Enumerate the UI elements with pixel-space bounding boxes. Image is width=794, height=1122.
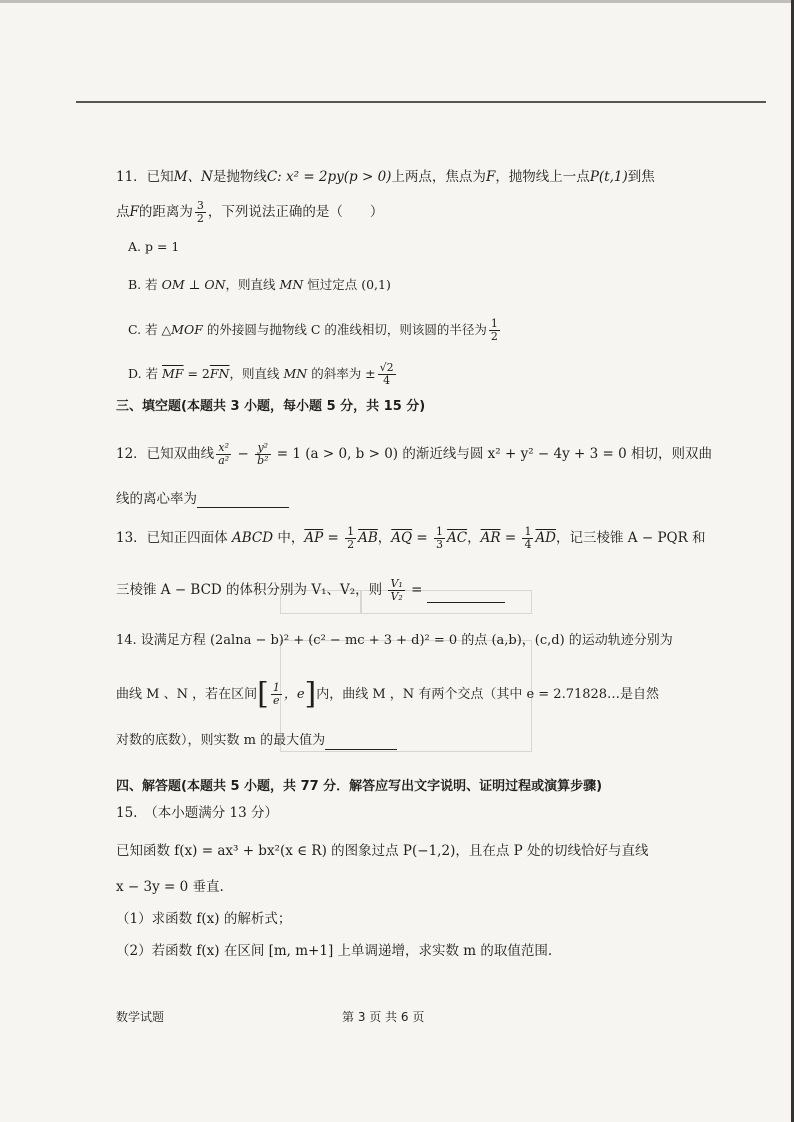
q11-line1: 11．已知M、N是抛物线C: x² = 2py(p > 0)上两点，焦点为F，抛物线上一点P(t,1)到焦 xyxy=(116,169,655,185)
fraction: $\frac{\text{V₁}}{\text{V₂}}$ xyxy=(390,577,403,603)
answer-blank xyxy=(325,735,397,750)
fraction: $\frac{√2}{4}$ xyxy=(379,361,394,387)
fraction: $\frac{3}{2}$ xyxy=(196,199,204,225)
fraction: $\frac{1}{4}$ xyxy=(524,525,532,551)
q15-heading: 15. （本小题满分 13 分） xyxy=(116,805,278,821)
section-4-heading: 四、解答题(本题共 5 小题，共 77 分．解答应写出文字说明、证明过程或演算步骤) xyxy=(116,779,603,794)
q11-line2: 点F的距离为 $\frac{3}{2}$ ，下列说法正确的是（ ） xyxy=(116,199,384,225)
fraction: $\frac{\text{x²}}{\text{a²}}$ xyxy=(218,441,230,467)
q15-part2: （2）若函数 f(x) 在区间 [m, m+1] 上单调递增，求实数 m 的取值范围. xyxy=(116,943,553,959)
fraction: $\frac{1}{3}$ xyxy=(436,525,444,551)
scan-edge-top xyxy=(0,0,794,3)
q12-line1: 12．已知双曲线 $\frac{\text{x²}}{\text{a²}}$ − $\frac{\text{y²}}{\text{b²}}$ = 1 (a > 0, b > 0) 的渐近线与圆 x² + y² − 4y + 3 = 0 相切，则双曲 xyxy=(116,441,712,467)
q14-line1: 14. 设满足方程 (2alna − b)² + (c² − mc + 3 + d)² = 0 的点 (a,b)，(c,d) 的运动轨迹分别为 xyxy=(116,633,673,648)
q15-line1: 已知函数 f(x) = ax³ + bx²(x ∈ R) 的图象过点 P(−1,2)，且在点 P 处的切线恰好与直线 xyxy=(116,843,649,859)
q15-part1: （1）求函数 f(x) 的解析式； xyxy=(116,911,292,927)
q13-line2: 三棱锥 A − BCD 的体积分别为 V₁、V₂，则 $\frac{\text{V₁}}{\text{V₂}}$ = xyxy=(116,578,505,603)
fraction: $\frac{\text{y²}}{\text{b²}}$ xyxy=(257,441,269,467)
footer-subject: 数学试题 xyxy=(116,1010,165,1024)
q11-option-c: C. 若 △MOF 的外接圆与抛物线 C 的准线相切，则该圆的半径为 $\frac{1}{2}$ xyxy=(128,317,498,343)
answer-blank xyxy=(197,493,289,508)
section-3-heading: 三、填空题(本题共 3 小题，每小题 5 分，共 15 分) xyxy=(116,399,426,414)
fraction: $\frac{1}{2}$ xyxy=(490,317,498,343)
q15-line2: x − 3y = 0 垂直. xyxy=(116,879,224,895)
header-rule xyxy=(76,101,766,103)
q12-line2: 线的离心率为 xyxy=(116,490,289,508)
q14-line3: 对数的底数），则实数 m 的最大值为 xyxy=(116,732,397,750)
footer-page-number: 第 3 页 共 6 页 xyxy=(342,1010,425,1024)
q11-option-b: B. 若 OM ⊥ ON，则直线 MN 恒过定点 (0,1) xyxy=(128,277,391,292)
answer-blank xyxy=(427,588,505,603)
q11-option-d: D. 若 $\overline{MF} = 2\overline{FN}$，则直线 MN 的斜率为 ± $\frac{√2}{4}$ xyxy=(128,361,394,387)
q14-line2: 曲线 M 、N ，若在区间[ $\frac{1}{e}$ ，e]内，曲线 M ，N 有两个交点（其中 e = 2.71828…是自然 xyxy=(116,676,660,712)
fraction: $\frac{1}{2}$ xyxy=(347,525,355,551)
q11-option-a: A. p = 1 xyxy=(128,239,180,254)
fraction: $\frac{1}{e}$ xyxy=(272,681,280,707)
q13-line1: 13．已知正四面体 ABCD 中，$\overline{AP}$ = $\frac{1}{2}$ $\overline{AB}$，$\overline{AQ}$ = $\frac{1}{3}$ $\overline{AC}$，$\overline{AR}$ = $\frac{1}{4}$ $\overline{AD}$，记三棱锥 A − PQR 和 xyxy=(116,525,706,551)
